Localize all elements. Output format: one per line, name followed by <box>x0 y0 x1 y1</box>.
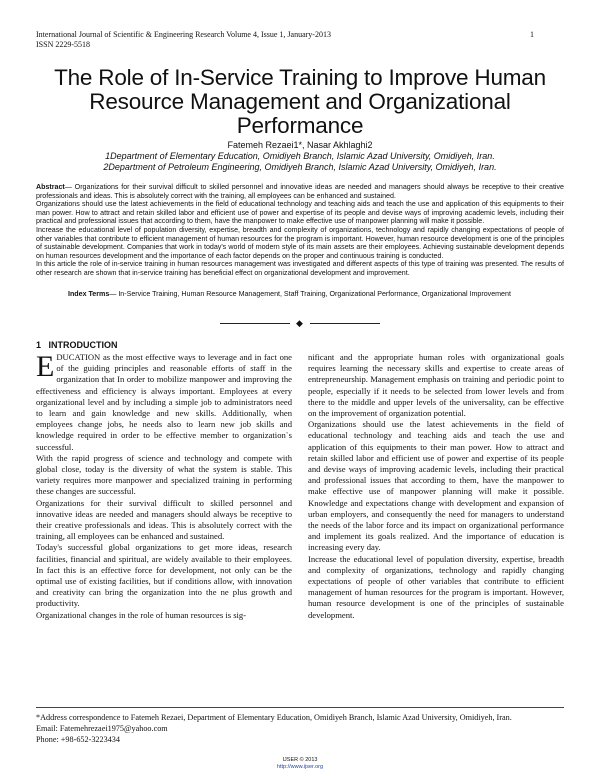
footnote-phone: Phone: +98-652-3223434 <box>36 735 120 744</box>
author-names: Fatemeh Rezaei1*, Nasar Akhlaghi2 <box>227 140 373 150</box>
abstract-paragraph: Organizations should use the latest achievements in the field of educational technology and teaching aids and teach the use and application of this equipments to their man power. How to attract and retain skilled labor and efficient use of power and expertise of its people and devise ways of improving academic levels, including their practical and professional issues that according to them, have the manpower to make effective use of manpower planning will make it possible. <box>36 200 564 226</box>
section-title: INTRODUCTION <box>48 340 118 350</box>
footnote <box>36 712 564 745</box>
author-block <box>0 140 600 173</box>
abstract-paragraph: Increase the educational level of population diversity, expertise, breadth and complexity of organizations, technology and rapidly changing expectations of people of other variables that contribute to efficient management of human resources for the program is important. However, human resource development is one of the principles of sustainable development. Companies that work in today's world of modern style of its main assets are their employees. Achieving sustainable development depends on human resources development and the importance of each factor depends on the proper and continuous training is conducted. <box>36 225 564 260</box>
body-column-right <box>308 352 564 621</box>
body-paragraph: EDUCATION as the most effective ways to leverage and in fact one of the guiding principles and reasonable efforts of staff in the organization that In order to mobilize manpower and improving the effectiveness and efficiency is always important. Employees at every organizational level and by including a simple job to administrators need to learn and gain knowledge and new skills. Additionally, when employees change jobs, he needs also to learn new job skills and knowledge required in order to be effective member to organization`s successful. <box>36 350 292 452</box>
body-paragraph: nificant and the appropriate human roles with organizational goals requires learning the necessary skills and expertise to create areas of entrepreneurship. Management emphasis on training and periodic point to people, especially if it needs to be selected from lower levels and from there to the middle and upper levels of the universality, can be effective on the improvement of organization potential. <box>308 352 564 419</box>
diamond-icon: ◆ <box>296 318 303 328</box>
running-header <box>36 30 331 50</box>
index-terms <box>68 290 548 299</box>
footnote-email: Email: Fatemehrezaei1975@yahoo.com <box>36 724 168 733</box>
paper-title: The Role of In-Service Training to Improve Human Resource Management and Organizational Performance <box>54 65 546 138</box>
footer-copyright: IJSER © 2013 <box>282 757 318 763</box>
abstract-paragraph: In this article the role of in-service training in human resources management was investigated and different aspects of this type of training was presented. The results of other research are shown that in-service training has beneficial effect on organizational development and improvement. <box>36 260 564 277</box>
divider-line <box>310 323 380 324</box>
section-divider <box>220 318 380 328</box>
body-paragraph: Organizations should use the latest achievements in the field of educational technology and teaching aids and teach the use and application of this equipments to their man power. How to attract and retain skilled labor and efficient use of power and expertise of its people and devise ways of improving academic levels, including their practical and professional issues that according to them, have the manpower to make effective use of manpower planning will make it possible. Knowledge and expectations change with development and expansion of urban employers, and consequently the need for managers to understand the needs of the labor force and its impact on organizational performance and implement its goals realized. And the importance of education is increasing every day. <box>308 419 564 553</box>
footer-url-link[interactable]: http://www.ijser.org <box>276 764 324 770</box>
index-terms-label: Index Terms <box>68 290 110 298</box>
section-number: 1 <box>36 340 42 350</box>
body-column-left <box>36 352 292 621</box>
body-paragraph: Increase the educational level of population diversity, expertise, breadth and complexity of organizations, technology and rapidly changing expectations of people of other variables that contribute to efficient management of human resources for the program is important. However, human resource development is one of the principles of sustainable development. <box>308 553 564 620</box>
issn: ISSN 2229-5518 <box>36 40 91 49</box>
drop-cap: E <box>36 350 55 383</box>
affiliation-2: 2Department of Petroleum Engineering, Omidiyeh Branch, Islamic Azad University, Omidiyeh, Iran. <box>103 162 497 172</box>
body-paragraph: Organizational changes in the role of human resources is sig- <box>36 609 247 620</box>
journal-name: International Journal of Scientific & Engineering Research Volume 4, Issue 1, January-2013 <box>36 30 331 39</box>
affiliation-1: 1Department of Elementary Education, Omidiyeh Branch, Islamic Azad University, Omidiyeh, Iran. <box>105 151 495 161</box>
body-paragraph: Organizations for their survival difficult to skilled personnel and innovative ideas are needed and managers should always be receptive to their creative professionals and ideas. This is absolutely correct with the training, all employees can be enhanced and sustained. <box>36 497 292 542</box>
body-paragraph: With the rapid progress of science and technology and compete with global close, today is the diversity of what the system is stable. This variety requires more manpower and specialized training in performing these changes are successful. <box>36 452 292 497</box>
divider-line <box>220 323 290 324</box>
body-paragraph: Today's successful global organizations to get more ideas, research facilities, financial and spiritual, are widely available to their employees. In fact this is an effective force for development, not only can be the optimal use of existing facilities, but if conditions allow, with innovation and creativity can bring the organization into the ne plus growth and productivity. <box>36 542 292 609</box>
section-heading <box>36 340 118 350</box>
footnote-address: *Address correspondence to Fatemeh Rezaei, Department of Elementary Education, Omidiyeh Branch, Islamic Azad University, Omidiyeh, Iran. <box>36 713 512 722</box>
page-footer <box>0 757 600 771</box>
abstract-label: Abstract <box>36 183 65 191</box>
footnote-rule <box>36 707 564 708</box>
page-number: 1 <box>530 30 534 39</box>
index-terms-text: — In-Service Training, Human Resource Management, Staff Training, Organizational Performance, Organizational Improvement <box>109 290 511 298</box>
abstract-paragraph: Abstract— Organizations for their survival difficult to skilled personnel and innovative ideas are needed and managers should always be receptive to their creative professionals and ideas. This is absolutely correct with the training, all employees can be enhanced and sustained. <box>36 183 564 200</box>
abstract <box>36 183 564 278</box>
